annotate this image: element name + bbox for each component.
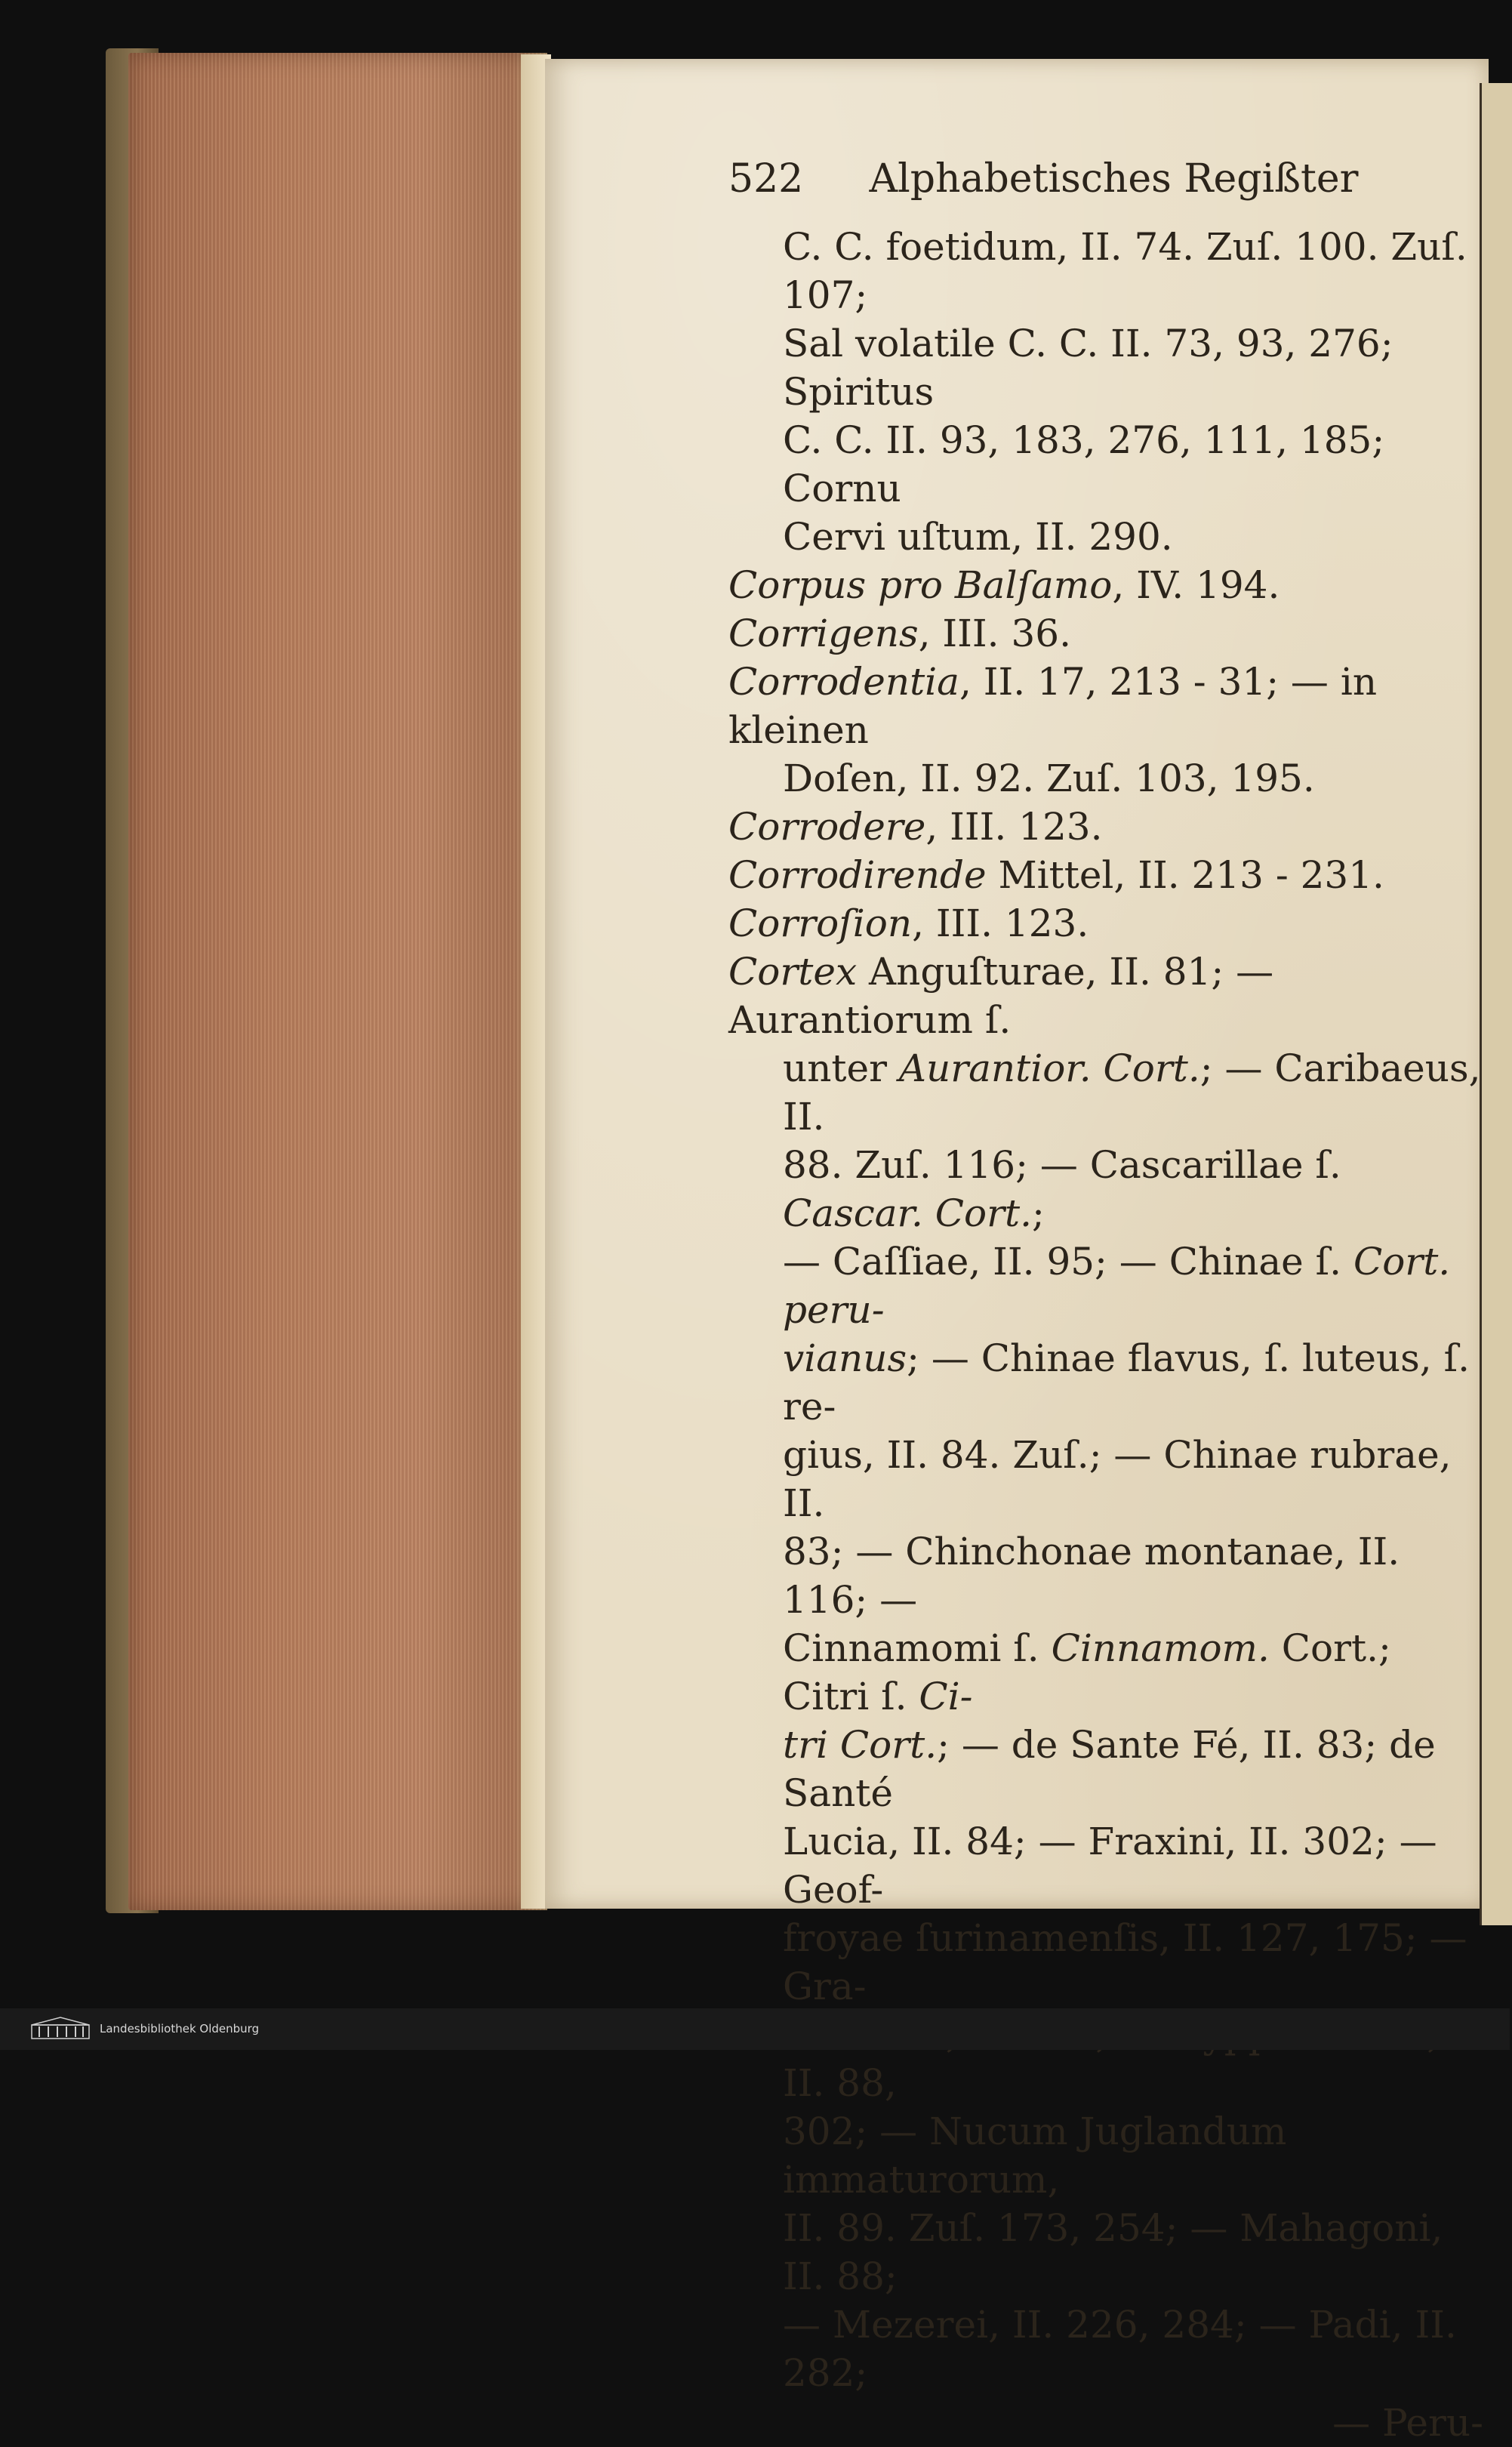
index-line: C. C. II. 93, 183, 276, 111, 185; Cornu xyxy=(783,418,1385,510)
index-line: 88. Zuſ. 116; — Cascarillae ſ. Cascar. Cort.; xyxy=(783,1143,1341,1235)
index-line: 302; — Nucum Juglandum immaturorum, xyxy=(783,2110,1287,2202)
index-line: — Caſſiae, II. 95; — Chinae ſ. Cort. peru- xyxy=(783,1240,1451,1332)
index-line: 83; — Chinchonae montanae, II. 116; — xyxy=(783,1530,1400,1622)
index-line: Doſen, II. 92. Zuſ. 103, 195. xyxy=(783,757,1315,800)
index-entry-corrodirende: Corrodirende Mittel, II. 213 - 231. xyxy=(728,853,1384,897)
page-block-edge xyxy=(128,53,547,1910)
index-entry-corrodere: Corrodere, III. 123. xyxy=(728,805,1103,849)
index-line: tri Cort.; — de Sante Fé, II. 83; de Santé xyxy=(783,1723,1436,1815)
index-line: Lucia, II. 84; — Fraxini, II. 302; — Geof- xyxy=(783,1820,1437,1912)
index-line: II. 88, xyxy=(783,2061,897,2105)
index-line: Cervi uſtum, II. 290. xyxy=(783,515,1173,559)
running-title: Alphabetisches Regißter xyxy=(869,156,1359,202)
library-building-icon xyxy=(30,2016,91,2040)
index-line: gius, II. 84. Zuſ.; — Chinae rubrae, II. xyxy=(783,1433,1452,1525)
index-entry-cortex: Cortex Anguſturae, II. 81; — Aurantiorum ſ. xyxy=(728,950,1274,1042)
footer-bar xyxy=(0,2008,1510,2050)
catchword: — Peru- xyxy=(1332,2401,1483,2445)
index-line: froyae ſurinamenſis, II. 127, 175; — Gra- xyxy=(783,1916,1467,2008)
index-line: — Mezerei, II. 226, 284; — Padi, II. 282; xyxy=(783,2303,1457,2395)
page-text xyxy=(728,155,1483,2447)
index-line: unter Aurantior. Cort.; — Caribaeus, II. xyxy=(783,1046,1481,1139)
index-line: Cinnamomi ſ. Cinnamom. Cort.; Citri ſ. Ci- xyxy=(783,1626,1391,1718)
library-name: Landesbibliothek Oldenburg xyxy=(100,2022,260,2036)
page-number: 522 xyxy=(728,156,804,202)
index-entry-corrigens: Corrigens, III. 36. xyxy=(728,612,1071,655)
index-entry-corrodentia: Corrodentia, II. 17, 213 - 31; — in kleinen xyxy=(728,660,1378,752)
index-line: Sal volatile C. C. II. 73, 93, 276; Spiritus xyxy=(783,322,1393,414)
running-head xyxy=(728,155,1483,223)
index-entry-corrosion: Corroſion, III. 123. xyxy=(728,901,1089,945)
next-page-edge xyxy=(1480,83,1512,1925)
index-line: vianus; — Chinae flavus, ſ. luteus, ſ. re- xyxy=(783,1336,1470,1428)
index-entry-corpus: Corpus pro Balſamo, IV. 194. xyxy=(728,563,1280,607)
index-line: II. 89. Zuſ. 173, 254; — Mahagoni, II. 88; xyxy=(783,2206,1443,2298)
index-line: C. C. foetidum, II. 74. Zuſ. 100. Zuſ. 107; xyxy=(783,225,1467,317)
